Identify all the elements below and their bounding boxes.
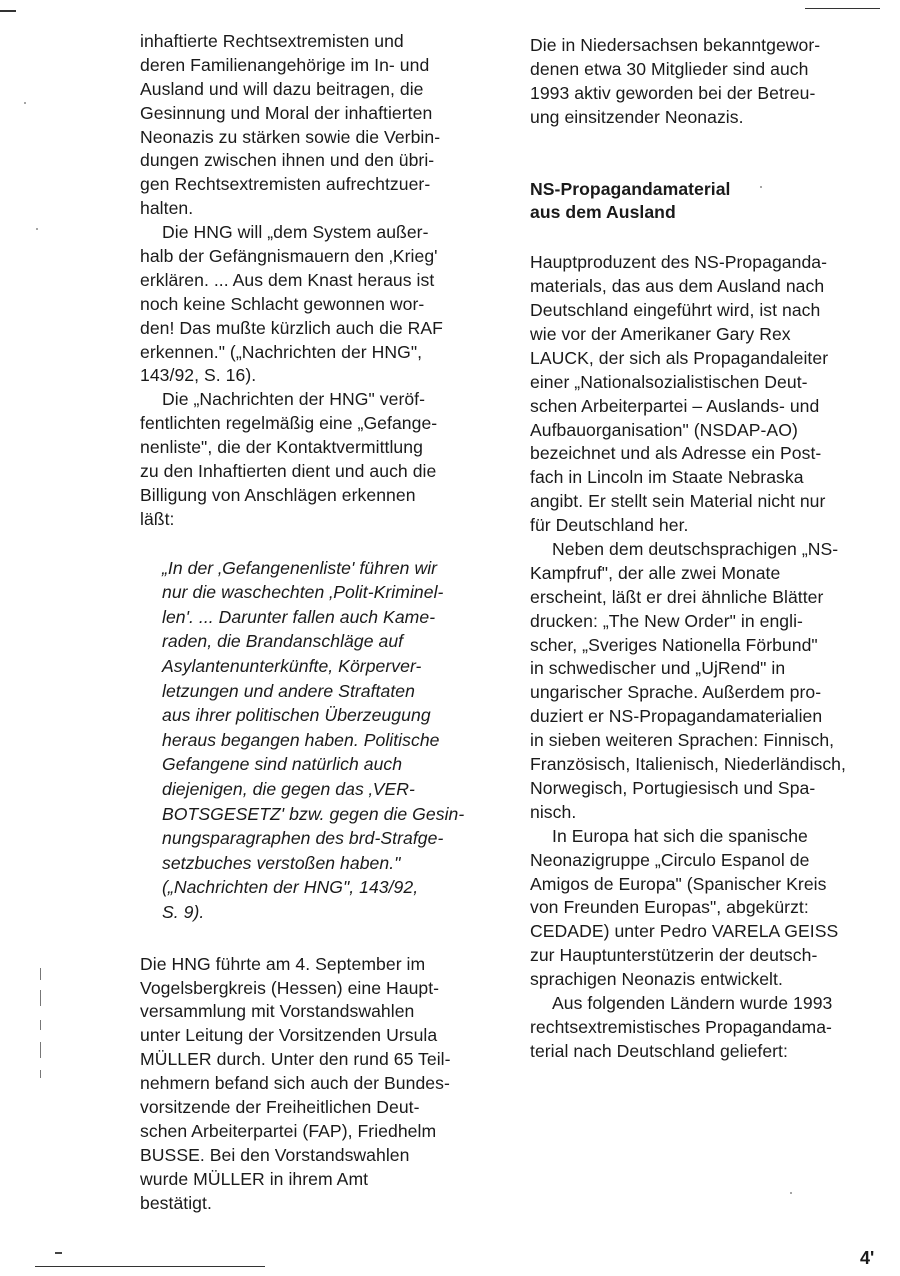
text-line: fach in Lincoln im Staate Nebraska — [530, 467, 804, 488]
scan-mark-bottom — [55, 1252, 62, 1254]
quote-line: („Nachrichten der HNG", 143/92, — [162, 877, 419, 898]
quote-line: nur die waschechten ‚Polit-Kriminel- — [162, 582, 444, 603]
paragraph — [140, 221, 492, 388]
text-line: in sieben weiteren Sprachen: Finnisch, — [530, 730, 835, 751]
heading-line: NS-Propagandamaterial — [530, 178, 731, 199]
text-line: BUSSE. Bei den Vorstandswahlen — [140, 1144, 410, 1165]
left-column — [140, 30, 492, 1215]
text-line: versammlung mit Vorstandswahlen — [140, 1001, 415, 1022]
text-line: Ausland und will dazu beitragen, die — [140, 78, 424, 99]
text-line: in schwedischer und „UjRend" in — [530, 658, 786, 679]
quote-line: „In der ‚Gefangenenliste' führen wir — [162, 557, 438, 578]
text-line: deren Familienangehörige im In- und — [140, 54, 430, 75]
text-line: Vogelsbergkreis (Hessen) eine Haupt- — [140, 977, 440, 998]
quote-line: diejenigen, die gegen das ‚VER- — [162, 779, 415, 800]
text-line: nenliste", die der Kontaktvermittlung — [140, 437, 423, 458]
text-line: gen Rechtsextremisten aufrechtzuer- — [140, 174, 431, 195]
section-heading — [530, 178, 882, 226]
text-line: In Europa hat sich die spanische — [552, 825, 808, 846]
text-line: nehmern befand sich auch der Bundes- — [140, 1073, 450, 1094]
text-line: Amigos de Europa" (Spanischer Kreis — [530, 873, 827, 894]
scan-artifact — [40, 990, 41, 1006]
text-line: für Deutschland her. — [530, 515, 689, 536]
paragraph — [530, 825, 882, 992]
quote-line: aus ihrer politischen Überzeugung — [162, 705, 431, 726]
heading-line: aus dem Ausland — [530, 202, 676, 223]
text-line: bestätigt. — [140, 1192, 212, 1213]
paragraph — [530, 538, 882, 825]
text-line: noch keine Schlacht gewonnen wor- — [140, 293, 425, 314]
scan-speck — [24, 102, 26, 104]
text-line: wurde MÜLLER in ihrem Amt — [140, 1168, 369, 1189]
quote-line: raden, die Brandanschläge auf — [162, 631, 404, 652]
scan-speck — [790, 1192, 792, 1194]
text-line: materials, das aus dem Ausland nach — [530, 276, 825, 297]
quote-line: len'. ... Darunter fallen auch Kame- — [162, 606, 436, 627]
text-line: den! Das mußte kürzlich auch die RAF — [140, 317, 443, 338]
text-line: zur Hauptunterstützerin der deutsch- — [530, 945, 818, 966]
text-line: 1993 aktiv geworden bei der Betreu- — [530, 82, 816, 103]
text-line: einer „Nationalsozialistischen Deut- — [530, 371, 808, 392]
text-line: CEDADE) unter Pedro VARELA GEISS — [530, 921, 839, 942]
scan-artifact — [40, 968, 41, 980]
header-rule — [805, 8, 880, 9]
scan-artifact — [40, 1070, 41, 1078]
paragraph — [530, 34, 882, 130]
text-line: unter Leitung der Vorsitzenden Ursula — [140, 1025, 438, 1046]
paragraph — [140, 388, 492, 531]
text-line: scher, „Sveriges Nationella Förbund" — [530, 634, 818, 655]
page-number: 4' — [860, 1248, 875, 1268]
text-line: ungarischer Sprache. Außerdem pro- — [530, 682, 822, 703]
text-line: von Freunden Europas", abgekürzt: — [530, 897, 809, 918]
paragraph — [530, 992, 882, 1064]
scan-speck — [36, 228, 38, 230]
quote-line: Asylantenunterkünfte, Körperver- — [162, 656, 422, 677]
text-line: erklären. ... Aus dem Knast heraus ist — [140, 269, 435, 290]
quote-line: BOTSGESETZ' bzw. gegen die Gesin- — [162, 803, 465, 824]
paragraph — [140, 953, 492, 1216]
quote-line: Gefangene sind natürlich auch — [162, 754, 403, 775]
scan-mark-top-left — [0, 10, 16, 12]
text-line: ung einsitzender Neonazis. — [530, 106, 744, 127]
text-line: erscheint, läßt er drei ähnliche Blätter — [530, 586, 824, 607]
text-line: Hauptproduzent des NS-Propaganda- — [530, 252, 828, 273]
text-line: Aufbauorganisation" (NSDAP-AO) — [530, 419, 798, 440]
quote-line: heraus begangen haben. Politische — [162, 729, 440, 750]
paragraph — [140, 30, 492, 221]
text-line: vorsitzende der Freiheitlichen Deut- — [140, 1096, 420, 1117]
block-quote — [140, 556, 492, 925]
text-line: 143/92, S. 16). — [140, 365, 257, 386]
text-line: terial nach Deutschland geliefert: — [530, 1040, 788, 1061]
text-line: Norwegisch, Portugiesisch und Spa- — [530, 777, 816, 798]
text-line: MÜLLER durch. Unter den rund 65 Teil- — [140, 1049, 451, 1070]
text-line: Aus folgenden Ländern wurde 1993 — [552, 992, 833, 1013]
quote-line: letzungen und andere Straftaten — [162, 680, 415, 701]
text-line: wie vor der Amerikaner Gary Rex — [530, 324, 791, 345]
quote-line: S. 9). — [162, 902, 205, 923]
text-line: LAUCK, der sich als Propagandaleiter — [530, 347, 829, 368]
text-line: inhaftierte Rechtsextremisten und — [140, 31, 404, 51]
text-line: denen etwa 30 Mitglieder sind auch — [530, 58, 809, 79]
scan-artifact — [40, 1042, 41, 1058]
text-line: Die „Nachrichten der HNG" veröf- — [162, 389, 426, 410]
text-line: bezeichnet und als Adresse ein Post- — [530, 443, 822, 464]
text-line: halten. — [140, 198, 194, 219]
text-line: rechtsextremistisches Propagandama- — [530, 1016, 832, 1037]
text-line: sprachigen Neonazis entwickelt. — [530, 969, 783, 990]
text-line: Kampfruf", der alle zwei Monate — [530, 562, 781, 583]
text-line: schen Arbeiterpartei (FAP), Friedhelm — [140, 1120, 437, 1141]
right-column — [530, 34, 882, 1064]
text-line: angibt. Er stellt sein Material nicht nur — [530, 491, 826, 512]
text-line: nisch. — [530, 801, 577, 822]
footer-rule — [35, 1266, 265, 1267]
text-line: Die in Niedersachsen bekanntgewor- — [530, 35, 821, 55]
text-line: erkennen." („Nachrichten der HNG", — [140, 341, 423, 362]
text-line: zu den Inhaftierten dient und auch die — [140, 461, 437, 482]
text-line: Deutschland eingeführt wird, ist nach — [530, 300, 821, 321]
text-line: Gesinnung und Moral der inhaftierten — [140, 102, 433, 123]
paragraph — [530, 251, 882, 538]
text-line: Neben dem deutschsprachigen „NS- — [552, 539, 839, 560]
text-line: läßt: — [140, 508, 175, 529]
text-line: Die HNG führte am 4. September im — [140, 953, 426, 974]
text-line: Neonazigruppe „Circulo Espanol de — [530, 849, 810, 870]
quote-line: nungsparagraphen des brd-Strafge- — [162, 828, 444, 849]
text-line: Französisch, Italienisch, Niederländisch, — [530, 754, 846, 775]
scan-artifact — [40, 1020, 41, 1030]
text-line: duziert er NS-Propagandamaterialien — [530, 706, 823, 727]
text-line: halb der Gefängnismauern den ‚Krieg' — [140, 246, 438, 267]
text-line: Die HNG will „dem System außer- — [162, 222, 429, 243]
text-line: Billigung von Anschlägen erkennen — [140, 484, 416, 505]
text-line: Neonazis zu stärken sowie die Verbin- — [140, 126, 441, 147]
quote-line: setzbuches verstoßen haben." — [162, 852, 401, 873]
text-line: drucken: „The New Order" in engli- — [530, 610, 803, 631]
text-line: fentlichten regelmäßig eine „Gefange- — [140, 413, 438, 434]
text-line: schen Arbeiterpartei – Auslands- und — [530, 395, 820, 416]
text-line: dungen zwischen ihnen und den übri- — [140, 150, 435, 171]
